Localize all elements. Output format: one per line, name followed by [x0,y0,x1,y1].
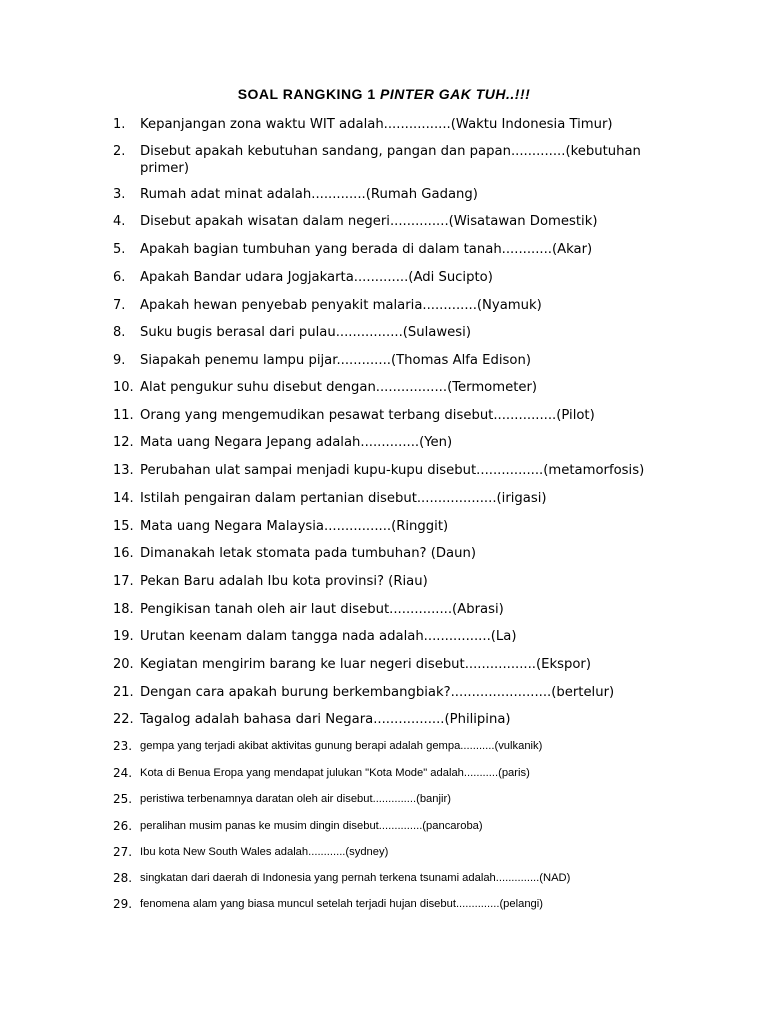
question-number: 25. [113,792,133,806]
question-number: 12. [113,435,134,450]
question-number: 14. [113,491,134,506]
question-text: Suku bugis berasal dari pulau................(Sulawesi) [140,325,471,340]
question-number: 1. [113,117,126,132]
question-text: fenomena alam yang biasa muncul setelah terjadi hujan disebut..............(pelangi) [140,898,543,910]
question-number: 20. [113,657,134,672]
page-title [0,86,768,102]
title-regular: SOAL RANGKING 1 [237,86,381,102]
question-text: Istilah pengairan dalam pertanian disebut...................(irigasi) [140,491,547,506]
question-number: 18. [113,602,134,617]
question-text: Urutan keenam dalam tangga nada adalah................(La) [140,629,517,644]
question-number: 5. [113,242,126,257]
question-number: 7. [113,298,126,313]
question-number: 10. [113,380,134,395]
question-number: 19. [113,629,134,644]
question-number: 29. [113,897,133,911]
question-number: 2. [113,144,126,159]
question-text: Rumah adat minat adalah.............(Rumah Gadang) [140,187,478,202]
question-text: Kota di Benua Eropa yang mendapat julukan "Kota Mode" adalah...........(paris) [140,767,530,779]
question-text: gempa yang terjadi akibat aktivitas gunung berapi adalah gempa...........(vulkanik) [140,740,543,752]
question-text: Orang yang mengemudikan pesawat terbang disebut...............(Pilot) [140,408,595,423]
question-text: Disebut apakah wisatan dalam negeri..............(Wisatawan Domestik) [140,214,598,229]
question-text: Perubahan ulat sampai menjadi kupu-kupu disebut................(metamorfosis) [140,463,645,478]
question-number: 26. [113,819,133,833]
question-text: Tagalog adalah bahasa dari Negara.................(Philipina) [140,712,511,727]
question-number: 13. [113,463,134,478]
question-text: peristiwa terbenamnya daratan oleh air disebut..............(banjir) [140,793,451,805]
question-number: 27. [113,845,133,859]
question-text: Alat pengukur suhu disebut dengan.................(Termometer) [140,380,538,395]
question-text: Apakah Bandar udara Jogjakarta.............(Adi Sucipto) [140,270,493,285]
question-text: Kegiatan mengirim barang ke luar negeri disebut.................(Ekspor) [140,657,591,672]
question-number: 9. [113,353,126,368]
question-text: Disebut apakah kebutuhan sandang, pangan dan papan.............(kebutuhan primer) [140,144,641,176]
question-text: Siapakah penemu lampu pijar.............(Thomas Alfa Edison) [140,353,531,368]
question-number: 3. [113,187,126,202]
question-number: 11. [113,408,134,423]
question-text: Pengikisan tanah oleh air laut disebut...............(Abrasi) [140,602,504,617]
question-text: Mata uang Negara Malaysia................(Ringgit) [140,519,449,534]
question-number: 8. [113,325,126,340]
question-text: peralihan musim panas ke musim dingin disebut..............(pancaroba) [140,820,483,832]
question-number: 28. [113,871,133,885]
question-number: 15. [113,519,134,534]
question-number: 16. [113,546,134,561]
question-text: Apakah bagian tumbuhan yang berada di dalam tanah............(Akar) [140,242,593,257]
question-text: Dengan cara apakah burung berkembangbiak?........................(bertelur) [140,685,615,700]
question-text: Dimanakah letak stomata pada tumbuhan? (Daun) [140,546,476,561]
question-number: 21. [113,685,134,700]
question-number: 17. [113,574,134,589]
question-text: Pekan Baru adalah Ibu kota provinsi? (Riau) [140,574,428,589]
question-text: Ibu kota New South Wales adalah............(sydney) [140,846,389,858]
question-number: 24. [113,766,133,780]
question-text: Kepanjangan zona waktu WIT adalah................(Waktu Indonesia Timur) [140,117,613,132]
question-text: singkatan dari daerah di Indonesia yang pernah terkena tsunami adalah..............(NAD) [140,872,571,884]
question-number: 6. [113,270,126,285]
question-number: 22. [113,712,134,727]
question-text: Apakah hewan penyebab penyakit malaria.............(Nyamuk) [140,298,542,313]
question-number: 23. [113,739,133,753]
question-text: Mata uang Negara Jepang adalah..............(Yen) [140,435,453,450]
question-number: 4. [113,214,126,229]
title-italic: PINTER GAK TUH..!!! [380,86,531,102]
